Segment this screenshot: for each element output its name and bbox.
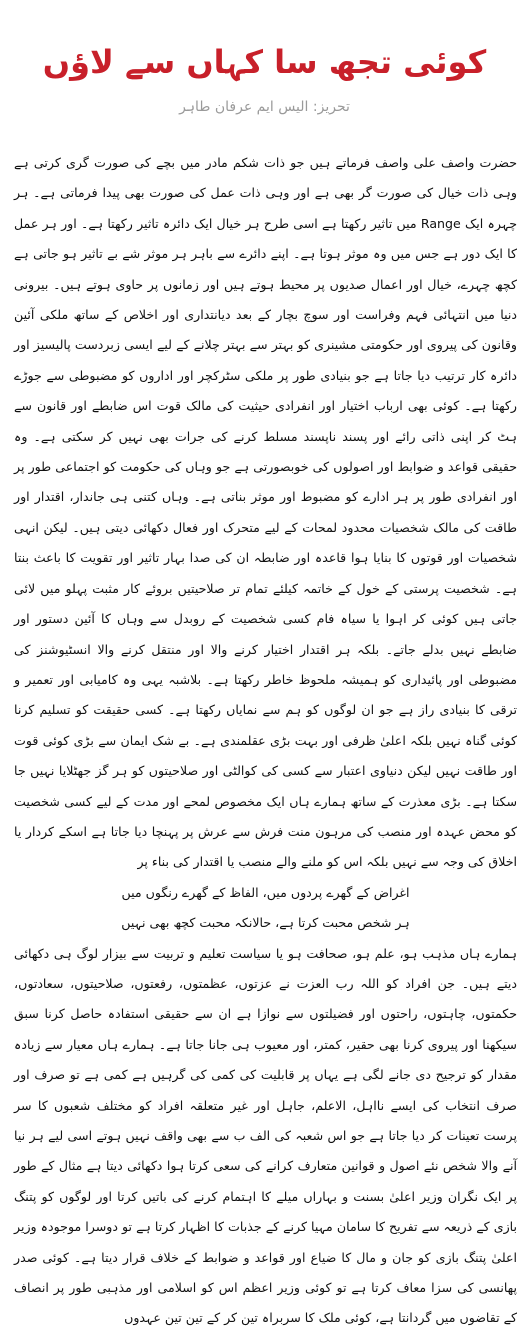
- poetry-verse: [14, 878, 517, 939]
- article-title: کوئی تجھ سا کہاں سے لاؤں: [42, 43, 487, 81]
- verse-line: ہر شخص محبت کرتا ہے، حالانکہ محبت کچھ بھی نہیں: [121, 915, 410, 931]
- article-body: [14, 148, 517, 1334]
- article-paragraph: حضرت واصف علی واصف فرماتے ہیں جو ذات شکم مادر میں بچے کی صورت گری کرتی ہے وہی ذات خیال کی صورت گر بھی ہے اور وہی ذات عمل کی صورت بھی پیدا فرماتی ہے۔ ہر چہرہ ایک Range میں تاثیر رکھتا ہے اسی طرح ہر خیال ایک دائرہ تاثیر رکھتا ہے۔ اور ہر عمل کا ایک دور ہے جس میں وہ موثر ہوتا ہے۔ اپنے دائرے سے باہر ہر موثر شے بے تاثیر ہو جاتی ہے کچھ چہرے، خیال اور اعمال صدیوں پر محیط ہوتے ہیں اور زمانوں پر حاوی ہوتے ہیں۔ بیرونی دنیا میں انتہائی فہم وفراست اور سوچ بچار کے بعد دیانتداری اور اخلاص کے ساتھ ملکی آئین وقانون کی پیروی اور حکومتی مشینری کو بہتر سے بہتر چلانے کے لیے ایسی زبردست پالیسیز اور دائرہ کار ترتیب دیا جاتا ہے جو بنیادی طور پر ملکی سٹرکچر اور اداروں کو مضبوطی سے جوڑے رکھتا ہے۔ کوئی بھی ارباب اختیار اور انفرادی حیثیت کی مالک قوت اس ضابطے اور قانون سے ہٹ کر اپنی ذاتی رائے اور پسند ناپسند مسلط کرنے کی جرات بھی نہیں کر سکتی ہے۔ وہ حقیقی قواعد و ضوابط اور اصولوں کی خوبصورتی ہے جو وہاں کی حکومت کو اجتماعی طور پر اور انفرادی طور پر ہر ادارے کو مضبوط اور موثر بناتی ہے۔ وہاں کتنی ہی جاندار، اقتدار اور طاقت کی مالک شخصیات محدود لمحات کے لیے متحرک اور فعال دکھائی دیتی ہیں۔ لیکن انہی شخصیات اور قوتوں کا بنایا ہوا قاعدہ اور ضابطہ ان کی صدا بہار تاثیر اور تقویت کا باعث بنتا ہے۔ شخصیت پرستی کے خول کے خاتمہ کیلئے تمام تر صلاحیتیں بروئے کار مثبت پہلو میں لائی جاتی ہیں کوئی کر اہوا یا سیاہ فام کسی شخصیت کے روبدل سے وہاں کا آئین دستور اور ضابطے نہیں بدلے جاتے۔ بلکہ ہر اقتدار اختیار کرنے والا اور منتقل کرنے والا انسٹیوشنز کی مضبوطی اور پائیداری کو ہمیشہ ملحوظ خاطر رکھتا ہے۔ بلاشبہ یہی وہ کامیابی اور تعمیر و ترقی کا بنیادی راز ہے جو ان لوگوں کو ہم سے نمایاں رکھتا ہے۔ کسی حقیقت کو تسلیم کرنا کوئی گناہ نہیں بلکہ اعلیٰ ظرفی اور بہت بڑی عقلمندی ہے۔ بے شک ایمان سے بڑی کوئی قوت اور طاقت نہیں لیکن دنیاوی اعتبار سے کسی کی کوالٹی اور صلاحیتوں کو ہر گز جھٹلایا نہیں جا سکتا ہے۔ بڑی معذرت کے ساتھ ہمارے ہاں ایک مخصوص لمحے اور مدت کے لیے کسی شخصیت کو محض عہدہ اور منصب کی مرہون منت فرش سے عرش پر پہنچا دیا جاتا ہے اسکے کردار یا اخلاق کی وجہ سے نہیں بلکہ اس کو ملنے والے منصب یا اقتدار کی بناء پر: [14, 155, 517, 870]
- article-byline: تحریز: الیس ایم عرفان طاہر: [179, 99, 350, 115]
- article-paragraph: ہمارے ہاں مذہب ہو، علم ہو، صحافت ہو یا سیاست تعلیم و تربیت سے بیزار لوگ ہی دکھائی دیتے ہیں۔ جن افراد کو اللہ رب العزت نے عزتوں، عظمتوں، رفعتوں، صلاحیتوں، سعادتوں، حکمتوں، چاہتوں، راحتوں اور فضیلتوں سے نوازا ہے ان سے حقیقی استفادہ حاصل کرنا سبق سیکھنا اور پیروی کرنا بھی حقیر، کمتر، اور معیوب ہی جانا جاتا ہے۔ ہمارے ہاں معیار سے زیادہ مقدار کو ترجیح دی جانے لگی ہے یہاں پر قابلیت کی کمی کی گرہیں ہے کمی ہے تو صرف اور صرف انتخاب کی ایسے نااہل، الاعلم، جاہل اور غیر متعلقہ افراد کو مختلف شعبوں کا سر پرست تعینات کر دیا جاتا ہے جو اس شعبہ کی الف ب سے بھی واقف نہیں ہوتے اسی لیے ہر نیا آنے والا شخص نئے اصول و قوانین متعارف کرانے کی سعی کرتا ہوا دکھائی دیتا ہے مثال کے طور پر ایک نگران وزیر اعلیٰ بسنت و بہاراں میلے کا اہتمام کرنے کی باتیں کرتا اور لوگوں کو پتنگ بازی کے ذریعہ سے تفریح کا سامان مہیا کرنے کے جذبات کا اظہار کرتا ہے تو دوسرا موجودہ وزیر اعلیٰ پتنگ بازی کو جان و مال کا ضیاع اور قواعد و ضوابط کے خلاف قرار دیتا ہے۔ کوئی صدر پھانسی کی سزا معاف کرتا ہے تو کوئی وزیر اعظم اس کو اسلامی اور مذہبی طور پر انصاف کے تقاضوں میں گردانتا ہے، کوئی ملک کا سربراہ تین کر کے تین تین عہدوں: [14, 945, 517, 1326]
- verse-line: اغراض کے گھرے پردوں میں، الفاظ کے گھرے رنگوں میں: [121, 884, 410, 900]
